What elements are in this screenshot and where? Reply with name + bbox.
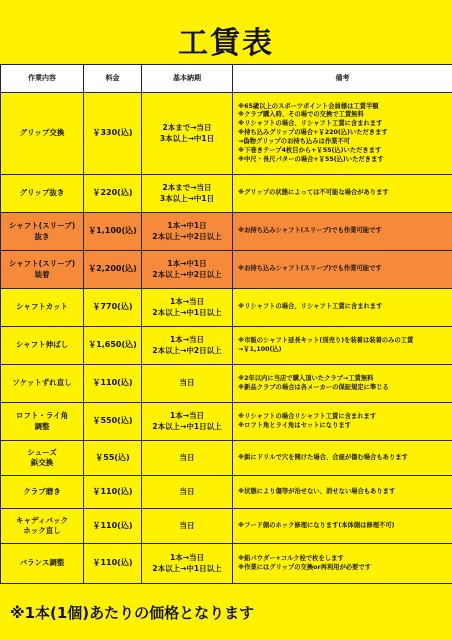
table-row (1, 289, 452, 327)
cell-delivery: 1本→当日 2本以上→中1日以上 (142, 403, 233, 441)
cell-work: グリップ抜き (1, 175, 84, 213)
table-row (1, 251, 452, 289)
cell-note: ※鉛パウダー+コルク栓で枚をします ※作業にはグリップの交換or再利用が必要です (233, 544, 452, 584)
cell-note: ※65歳以上のスポーツポイント会員様は工賃半額 ※クラブ購入時、その場での交換で工賃無料 ※リシャフトの場合、リシャフト工賃に含まれます ※持ち込みグリップの場合+￥220(込)いただきます →偽物グリップのお持ち込みは作業不可 ※下巻きテープ4枚目から+￥55(込)いただきます ※中尺・長尺パターの場合+￥55(込)いただきます (233, 93, 452, 175)
cell-work: クラブ磨き (1, 476, 84, 509)
cell-price: ￥110(込) (84, 476, 142, 509)
cell-price: ￥550(込) (84, 403, 142, 441)
table-row (1, 365, 452, 403)
cell-price: ￥2,200(込) (84, 251, 142, 289)
footer-note: ※1本(1個)あたりの価格となります (10, 604, 255, 622)
cell-work: グリップ交換 (1, 93, 84, 175)
cell-work: シャフト(スリーブ) 抜き (1, 213, 84, 251)
cell-delivery: 2本まで→当日 3本以上→中1日 (142, 175, 233, 213)
cell-work: シャフト伸ばし (1, 327, 84, 365)
cell-note: ※鋲にドリルで穴を開けた場合、合座が傷む場合もあります (233, 441, 452, 476)
header-price: 料金 (84, 65, 142, 93)
cell-delivery: 当日 (142, 441, 233, 476)
cell-price: ￥770(込) (84, 289, 142, 327)
cell-price: ￥1,650(込) (84, 327, 142, 365)
table-row (1, 509, 452, 544)
cell-note: ※グリップの状態によっては不可能な場合があります (233, 175, 452, 213)
header-work: 作業内容 (1, 65, 84, 93)
cell-price: ￥110(込) (84, 365, 142, 403)
table-row (1, 175, 452, 213)
cell-work: バランス調整 (1, 544, 84, 584)
table-row (1, 476, 452, 509)
cell-work: シャフトカット (1, 289, 84, 327)
table-row (1, 213, 452, 251)
cell-delivery: 1本→中1日 2本以上→中2日以上 (142, 213, 233, 251)
page-title: 工賃表 (178, 26, 274, 61)
cell-work: シューズ 鋲交換 (1, 441, 84, 476)
table-row (1, 327, 452, 365)
cell-note: ※お持ち込みシャフト(スリーブ)でも作業可能です (233, 251, 452, 289)
cell-delivery: 2本まで→当日 3本以上→中1日 (142, 93, 233, 175)
cell-price: ￥1,100(込) (84, 213, 142, 251)
cell-price: ￥110(込) (84, 544, 142, 584)
cell-price: ￥220(込) (84, 175, 142, 213)
cell-delivery: 1本→当日 2本以上→中2日以上 (142, 327, 233, 365)
cell-delivery: 1本→当日 2本以上→中1日以上 (142, 544, 233, 584)
table-row (1, 544, 452, 584)
table-row (1, 93, 452, 175)
cell-delivery: 当日 (142, 365, 233, 403)
price-table (0, 64, 452, 584)
table-header (1, 65, 452, 93)
header-note: 備考 (233, 65, 452, 93)
header-delivery: 基本納期 (142, 65, 233, 93)
cell-note: ※お持ち込みシャフト(スリーブ)でも作業可能です (233, 213, 452, 251)
cell-note: ※リシャフトの場合リシャフト工賃に含まれます ※ロフト角とライ角はセットになります (233, 403, 452, 441)
cell-work: シャフト(スリーブ) 装着 (1, 251, 84, 289)
cell-work: キャディバック ホック直し (1, 509, 84, 544)
table-row (1, 441, 452, 476)
cell-work: ソケットずれ直し (1, 365, 84, 403)
cell-price: ￥110(込) (84, 509, 142, 544)
cell-delivery: 当日 (142, 509, 233, 544)
cell-note: ※2年以内に当店で購入頂いたクラブ→工賃無料 ※新品クラブの場合は各メーカーの保証規定に準じる (233, 365, 452, 403)
cell-note: ※リシャフトの場合、リシャフト工賃に含まれます (233, 289, 452, 327)
cell-work: ロフト・ライ角 調整 (1, 403, 84, 441)
cell-delivery: 当日 (142, 476, 233, 509)
cell-note: ※フード側のホック修理になります(本体側は修理不可) (233, 509, 452, 544)
table-row (1, 403, 452, 441)
cell-delivery: 1本→中1日 2本以上→中2日以上 (142, 251, 233, 289)
cell-price: ￥55(込) (84, 441, 142, 476)
cell-delivery: 1本→当日 2本以上→中1日以上 (142, 289, 233, 327)
cell-note: ※市販のシャフト延長キット(別売り)を装着は装着のみの工賃 →￥1,100(込) (233, 327, 452, 365)
cell-note: ※状態により傷等が治せない、消せない場合もあります (233, 476, 452, 509)
cell-price: ￥330(込) (84, 93, 142, 175)
